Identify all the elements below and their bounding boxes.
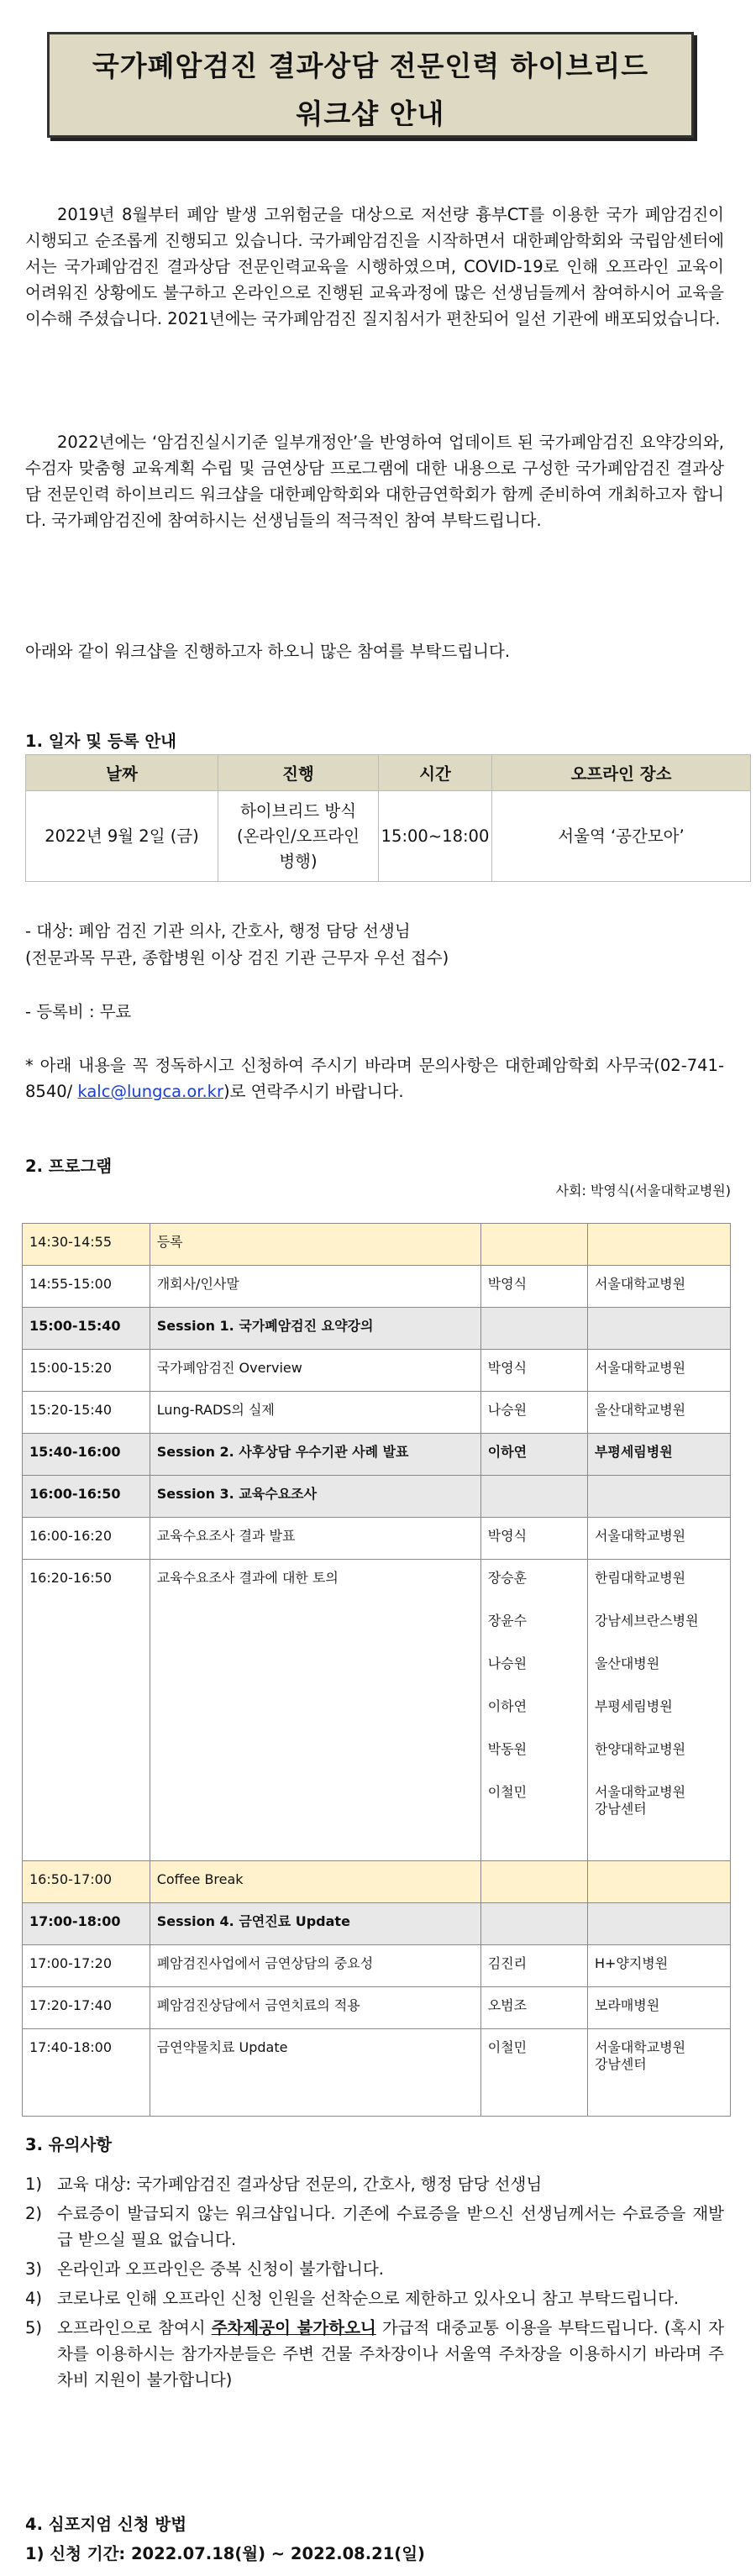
program-institution	[587, 1308, 730, 1350]
registration-table	[25, 754, 751, 882]
program-speaker-line: 박영식	[487, 1276, 528, 1292]
event-venue: 서울역 ‘공간모아’	[492, 791, 751, 882]
note-number: 3)	[25, 2259, 43, 2279]
program-row	[23, 1560, 731, 1861]
program-time-line: 15:00-15:40	[29, 1318, 121, 1334]
program-time-line: 17:00-18:00	[29, 1913, 121, 1929]
program-row	[23, 1476, 731, 1518]
note-item	[25, 2171, 724, 2197]
program-institution-line: H+양지병원	[594, 1955, 669, 1971]
program-row	[23, 1518, 731, 1560]
header-mode: 진행	[218, 755, 379, 791]
program-institution-line: 강남센터	[594, 1801, 647, 1817]
fee-line: - 등록비 : 무료	[25, 1002, 132, 1021]
program-title	[150, 1476, 480, 1518]
program-institution-line: 한림대학교병원	[594, 1570, 686, 1586]
program-time	[23, 1518, 150, 1560]
event-mode	[218, 791, 379, 882]
program-time-line: 16:00-16:50	[29, 1486, 121, 1502]
header-venue: 오프라인 장소	[492, 755, 751, 791]
program-institution	[587, 1266, 730, 1308]
program-institution	[587, 1518, 730, 1560]
program-row	[23, 1224, 731, 1266]
program-speaker-line: 장윤수	[487, 1613, 528, 1629]
program-title-line: 금연약물치료 Update	[156, 2039, 288, 2055]
moderator-line: 사회: 박영식(서울대학교병원)	[555, 1183, 731, 1199]
title-box	[47, 32, 694, 138]
contact-line	[25, 1052, 724, 1104]
program-time	[23, 1987, 150, 2029]
program-institution	[587, 1903, 730, 1945]
program-title	[150, 1987, 480, 2029]
program-speaker-line: 박영식	[487, 1360, 528, 1376]
note-item	[25, 2315, 724, 2393]
header-time: 시간	[379, 755, 492, 791]
program-speaker	[480, 1861, 587, 1903]
program-time	[23, 1945, 150, 1987]
program-institution-line: 강남세브란스병원	[594, 1613, 699, 1629]
program-speaker	[480, 2029, 587, 2117]
program-speaker-line: 이하연	[487, 1698, 528, 1714]
program-institution	[587, 1987, 730, 2029]
program-speaker	[480, 1266, 587, 1308]
note-text: 교육 대상: 국가폐암검진 결과상담 전문의, 간호사, 행정 담당 선생님	[57, 2175, 543, 2194]
program-speaker-line: 이하연	[487, 1444, 528, 1460]
program-row	[23, 1392, 731, 1434]
program-institution	[587, 2029, 730, 2117]
event-mode-line: 하이브리드 방식	[239, 800, 357, 821]
program-institution-line: 서울대학교병원	[594, 1528, 686, 1544]
section-1-heading: 1. 일자 및 등록 안내	[25, 732, 176, 751]
program-time	[23, 1350, 150, 1392]
program-speaker	[480, 1224, 587, 1266]
program-speaker-line: 박동원	[487, 1741, 528, 1757]
contact-email-link[interactable]: kalc@lungca.or.kr	[77, 1082, 223, 1101]
program-time	[23, 1434, 150, 1476]
note-number: 4)	[25, 2289, 43, 2308]
program-title	[150, 1392, 480, 1434]
program-title-line: Session 2. 사후상담 우수기관 사례 발표	[156, 1444, 409, 1460]
program-speaker	[480, 1350, 587, 1392]
contact-prefix: * 아래 내용을 꼭 정독하시고 신청하여 주시기 바라며 문의사항은 대한폐암학회 사무국(02-741-8540/	[25, 1056, 724, 1101]
contact-suffix: )로 연락주시기 바랍니다.	[223, 1082, 404, 1101]
program-institution	[587, 1434, 730, 1476]
event-date: 2022년 9월 2일 (금)	[26, 791, 218, 882]
program-speaker	[480, 1987, 587, 2029]
program-row	[23, 1266, 731, 1308]
application-period: 1) 신청 기간: 2022.07.18(월) ~ 2022.08.21(일)	[25, 2544, 425, 2563]
program-speaker	[480, 1392, 587, 1434]
intro-paragraph-2: 2022년에는 ‘암검진실시기준 일부개정안’을 반영하여 업데이트 된 국가폐암검진 요약강의와, 수검자 맞춤형 교육계획 수립 및 금연상담 프로그램에 대한 내용으로 구성한 국가폐암검진 결과상담 전문인력 하이브리드 워크샵을 대한폐암학회와 대한금연학회가 함께 준비하여 개최하고자 합니다. 국가폐암검진에 참여하시는 선생님들의 적극적인 참여 부탁드립니다.	[25, 433, 724, 530]
program-title	[150, 1266, 480, 1308]
program-title	[150, 1518, 480, 1560]
program-title	[150, 1350, 480, 1392]
program-institution-line: 서울대학교병원	[594, 1360, 686, 1376]
title-line-2: 워크샵 안내	[296, 97, 445, 130]
program-time	[23, 1861, 150, 1903]
program-time	[23, 1560, 150, 1861]
program-time-line: 17:20-17:40	[29, 1997, 112, 2013]
program-institution-line: 서울대학교병원	[594, 1276, 686, 1292]
header-date: 날짜	[26, 755, 218, 791]
program-institution-line: 서울대학교병원	[594, 1784, 686, 1800]
program-time-line: 14:55-15:00	[29, 1276, 112, 1292]
program-institution	[587, 1945, 730, 1987]
event-time: 15:00~18:00	[379, 791, 492, 882]
program-speaker-line: 박영식	[487, 1528, 528, 1544]
program-institution-line: 부평세림병원	[594, 1444, 673, 1460]
program-speaker-line: 오범조	[487, 1997, 528, 2013]
program-row	[23, 1987, 731, 2029]
program-time-line: 16:00-16:20	[29, 1528, 112, 1544]
notes-list	[25, 2171, 724, 2396]
section-4-heading: 4. 심포지엄 신청 방법	[25, 2515, 187, 2534]
note-text: 온라인과 오프라인은 중복 신청이 불가합니다.	[57, 2259, 384, 2279]
program-speaker-line: 이철민	[487, 1784, 528, 1800]
program-row	[23, 1350, 731, 1392]
program-speaker	[480, 1434, 587, 1476]
section-3-heading: 3. 유의사항	[25, 2135, 113, 2154]
program-title-line: Lung-RADS의 실제	[156, 1402, 275, 1418]
program-title-line: 폐암검진사업에서 금연상담의 중요성	[156, 1955, 374, 1971]
program-institution	[587, 1861, 730, 1903]
note-text: 수료증이 발급되지 않는 워크샵입니다. 기존에 수료증을 받으신 선생님께서는 수료증을 재발급 받으실 필요 없습니다.	[57, 2204, 724, 2249]
program-time-line: 14:30-14:55	[29, 1234, 112, 1250]
note-text: 코로나로 인해 오프라인 신청 인원을 선착순으로 제한하고 있사오니 참고 부탁드립니다.	[57, 2289, 680, 2308]
program-speaker	[480, 1560, 587, 1861]
program-title-line: Coffee Break	[156, 1871, 244, 1887]
program-institution	[587, 1476, 730, 1518]
program-time-line: 16:50-17:00	[29, 1871, 112, 1887]
program-institution	[587, 1224, 730, 1266]
program-speaker-line: 나승원	[487, 1655, 528, 1671]
registration-header-row	[26, 755, 751, 791]
program-speaker-line: 나승원	[487, 1402, 528, 1418]
title-line-1: 국가폐암검진 결과상담 전문인력 하이브리드	[92, 50, 649, 82]
program-row	[23, 1308, 731, 1350]
program-title	[150, 1560, 480, 1861]
registration-row	[26, 791, 751, 882]
program-time-line: 15:20-15:40	[29, 1402, 112, 1418]
program-title-line: 교육수요조사 결과 발표	[156, 1528, 296, 1544]
target-line-2: (전문과목 무관, 종합병원 이상 검진 기관 근무자 우선 접수)	[25, 948, 449, 968]
program-title	[150, 2029, 480, 2117]
note-item	[25, 2285, 724, 2311]
note-emphasis: 주차제공이 불가하오니	[211, 2318, 376, 2337]
program-title-line: 국가폐암검진 Overview	[156, 1360, 302, 1376]
program-speaker	[480, 1308, 587, 1350]
program-title-line: 개회사/인사말	[156, 1276, 239, 1292]
program-title-line: 폐암검진상담에서 금연치료의 적용	[156, 1997, 360, 2013]
note-number: 2)	[25, 2204, 43, 2223]
event-mode-line: (온라인/오프라인	[236, 826, 360, 846]
target-line-1: - 대상: 폐암 검진 기관 의사, 간호사, 행정 담당 선생님	[25, 921, 411, 941]
program-title	[150, 1308, 480, 1350]
program-institution-line: 한양대학교병원	[594, 1741, 686, 1757]
program-time-line: 17:40-18:00	[29, 2039, 112, 2055]
program-institution-line: 부평세림병원	[594, 1698, 673, 1714]
intro-paragraph-1: 2019년 8월부터 폐암 발생 고위험군을 대상으로 저선량 흉부CT를 이용한 국가 폐암검진이 시행되고 순조롭게 진행되고 있습니다. 국가폐암검진을 시작하면서 대한폐암학회와 국립암센터에서는 국가폐암검진 결과상담 전문인력교육을 시행하였으며, COVID-19로 인해 오프라인 교육이 어려워진 상황에도 불구하고 온라인으로 진행된 교육과정에 많은 선생님들께서 참여하시어 교육을 이수해 주셨습니다. 2021년에는 국가폐암검진 질지침서가 편찬되어 일선 기관에 배포되었습니다.	[25, 205, 724, 328]
program-institution-line: 울산대학교병원	[594, 1402, 686, 1418]
note-item	[25, 2201, 724, 2253]
program-row	[23, 2029, 731, 2117]
note-text: 오프라인으로 참여시	[57, 2318, 212, 2337]
intro-paragraph-3: 아래와 같이 워크샵을 진행하고자 하오니 많은 참여를 부탁드립니다.	[25, 642, 511, 661]
note-item	[25, 2256, 724, 2282]
note-text: 가급적 대중교통 이용을 부탁드립니다. (혹시 자차를 이용하시는 참가자분들은 주변 건물 주차장이나 서울역 주차장을 이용하시기 바라며 주차비 지원이 불가합니다)	[57, 2318, 724, 2390]
program-table	[22, 1223, 731, 2117]
program-institution	[587, 1392, 730, 1434]
section-2-heading: 2. 프로그램	[25, 1157, 113, 1176]
program-time	[23, 1903, 150, 1945]
program-speaker-line: 김진리	[487, 1955, 528, 1971]
program-speaker-line: 이철민	[487, 2039, 528, 2055]
event-mode-line: 병행)	[279, 851, 318, 871]
program-time	[23, 1308, 150, 1350]
program-time	[23, 1266, 150, 1308]
program-title-line: Session 3. 교육수요조사	[156, 1486, 318, 1502]
program-title	[150, 1945, 480, 1987]
program-institution-line: 서울대학교병원	[594, 2039, 686, 2055]
program-row	[23, 1903, 731, 1945]
program-title-line: 등록	[156, 1234, 183, 1250]
program-time-line: 15:00-15:20	[29, 1360, 112, 1376]
program-time	[23, 1224, 150, 1266]
note-number: 1)	[25, 2175, 43, 2194]
program-speaker-line: 장승훈	[487, 1570, 528, 1586]
program-row	[23, 1861, 731, 1903]
program-title-line: Session 4. 금연진료 Update	[156, 1913, 350, 1929]
note-number: 5)	[25, 2318, 43, 2337]
program-institution-line: 울산대병원	[594, 1655, 660, 1671]
program-title	[150, 1861, 480, 1903]
program-speaker	[480, 1903, 587, 1945]
program-row	[23, 1945, 731, 1987]
program-institution-line: 강남센터	[594, 2056, 647, 2072]
program-title	[150, 1434, 480, 1476]
program-institution	[587, 1350, 730, 1392]
program-institution	[587, 1560, 730, 1861]
program-time-line: 15:40-16:00	[29, 1444, 121, 1460]
program-time-line: 16:20-16:50	[29, 1570, 112, 1586]
program-title	[150, 1903, 480, 1945]
program-row	[23, 1434, 731, 1476]
program-time-line: 17:00-17:20	[29, 1955, 112, 1971]
program-time	[23, 1392, 150, 1434]
program-speaker	[480, 1945, 587, 1987]
program-title	[150, 1224, 480, 1266]
program-institution-line: 보라매병원	[594, 1997, 660, 2013]
program-speaker	[480, 1476, 587, 1518]
program-time	[23, 2029, 150, 2117]
program-title-line: Session 1. 국가폐암검진 요약강의	[156, 1318, 374, 1334]
program-speaker	[480, 1518, 587, 1560]
program-title-line: 교육수요조사 결과에 대한 토의	[156, 1570, 339, 1586]
program-time	[23, 1476, 150, 1518]
